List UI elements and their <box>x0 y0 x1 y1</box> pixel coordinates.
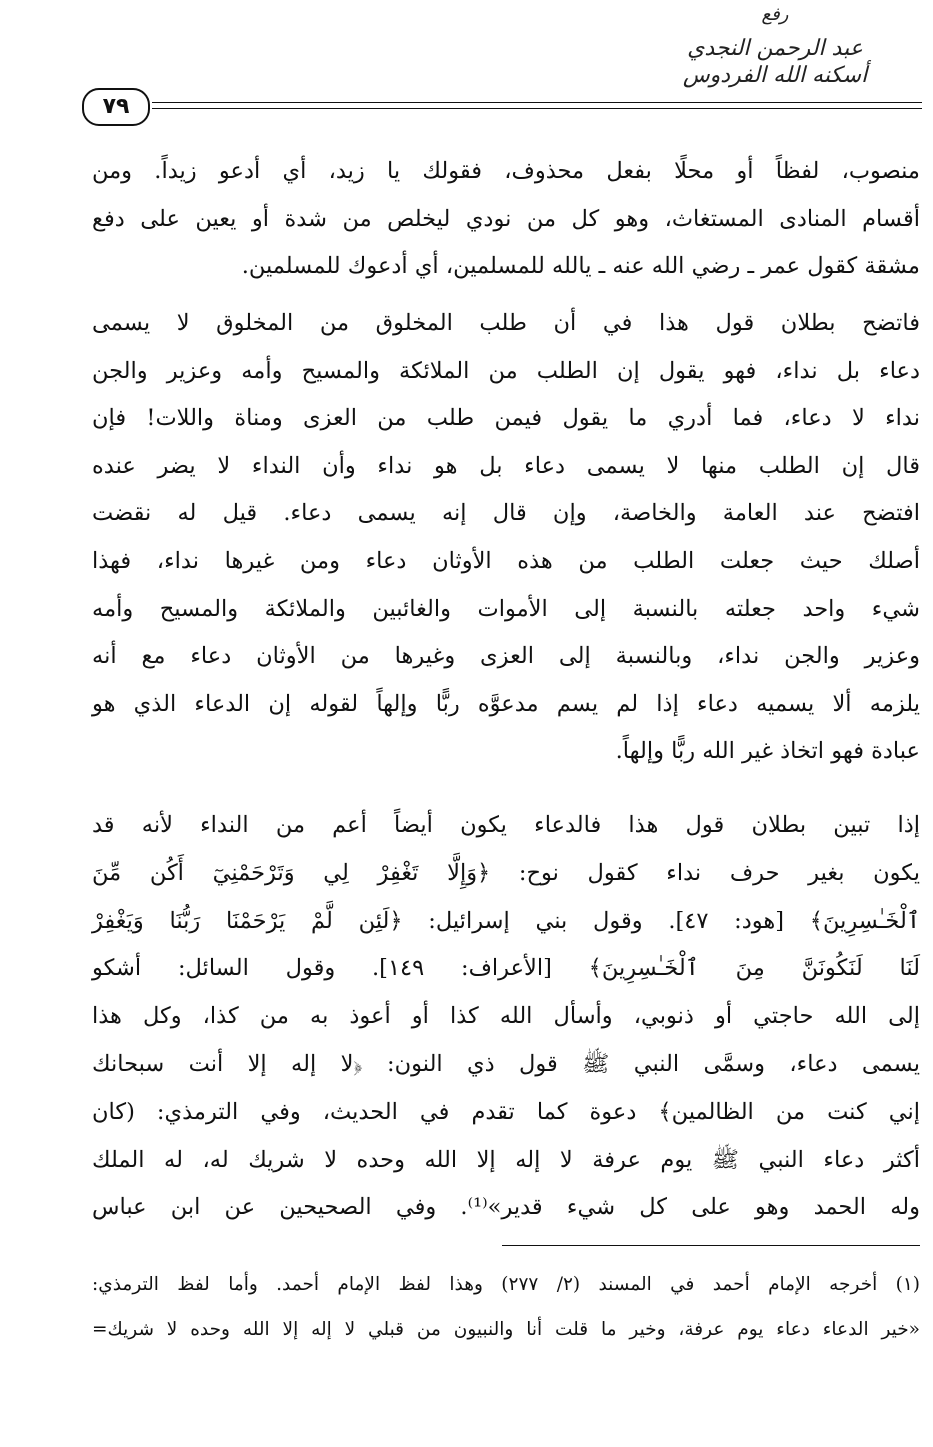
paragraph-line: دعاء بل نداء، فهو يقول إن الطلب من الملائكة والمسيح وأمه وعزير والجن <box>92 357 920 384</box>
owner-stamp <box>625 4 925 90</box>
paragraph-line: إلى الله حاجتي أو ذنوبي، وأسأل الله كذا أو أعوذ به من كذا، وكل هذا <box>92 1003 920 1030</box>
paragraph-line: يلزمه ألا يسميه دعاء إذا لم يسم مدعوَّه ربًّا وإلهاً لقوله إن الدعاء الذي هو <box>92 690 920 717</box>
paragraph-line: إني كنت من الظالمين﴾ دعوة كما تقدم في الحديث، وفي الترمذي: (كان <box>92 1098 920 1125</box>
footnote-separator <box>502 1245 920 1246</box>
stamp-line-1: رفع <box>761 4 789 25</box>
paragraph-3 <box>92 802 920 1232</box>
paragraph-line: أصلك حيث جعلت الطلب من هذه الأوثان دعاء ومن غيرها نداء، فهذا <box>92 547 920 574</box>
footnote-line: (١) أخرجه الإمام أحمد في المسند (٢/ ٢٧٧) وهذا لفظ الإمام أحمد. وأما لفظ الترمذي: <box>92 1274 921 1295</box>
paragraph-line: نداء لا دعاء، فما أدري ما يقول فيمن طلب من العزى ومناة واللات! فإن <box>92 405 920 432</box>
footnote-line: «خير الدعاء دعاء يوم عرفة، وخير ما قلت أنا والنبيون من قبلي لا إله إلا الله وحده لا شريك= <box>92 1319 920 1340</box>
paragraph-line: مشقة كقول عمر ـ رضي الله عنه ـ يالله للمسلمين، أي أدعوك للمسلمين. <box>241 253 920 279</box>
header-rule-thin <box>152 108 922 109</box>
footnotes <box>92 1262 920 1352</box>
stamp-line-3: أسكنه الله الفردوس <box>682 63 868 88</box>
paragraph-line: قال إن الطلب منها لا يسمى دعاء بل هو نداء وأن النداء لا يضر عنده <box>92 452 920 479</box>
paragraph-line: وعزير والجن نداء، وبالنسبة إلى العزى وغيرها من الأوثان دعاء مع أنه <box>92 643 920 670</box>
paragraph-line: منصوب، لفظاً أو محلًا بفعل محذوف، فقولك يا زيد، أي أدعو زيداً. ومن <box>92 158 920 184</box>
stamp-line-2: عبد الرحمن النجدي <box>687 35 863 61</box>
paragraph-line: ٱلْخَـٰسِرِينَ﴾ [هود: ٤٧]. وقول بني إسرائيل: ﴿لَئِن لَّمْ يَرْحَمْنَا رَبُّنَا وَيَغْفِرْ <box>92 907 920 934</box>
paragraph-line: فاتضح بطلان قول هذا في أن طلب المخلوق من المخلوق لا يسمى <box>92 310 920 336</box>
paragraph-line: عبادة فهو اتخاذ غير الله ربًّا وإلهاً. <box>615 738 920 765</box>
paragraph-1 <box>92 148 920 291</box>
paragraph-line: افتضح عند العامة والخاصة، وإن قال إنه يسمى دعاء. قيل له نقضت <box>92 500 920 527</box>
header-rule <box>152 102 922 103</box>
paragraph-line: وله الحمد وهو على كل شيء قدير»⁽¹⁾. وفي الصحيحين عن ابن عباس <box>92 1194 920 1221</box>
paragraph-2 <box>92 300 920 776</box>
paragraph-line: يكون بغير حرف نداء كقول نوح: ﴿وَإِلَّا تَغْفِرْ لِي وَتَرْحَمْنِيٓ أَكُن مِّنَ <box>92 859 920 886</box>
paragraph-line: إذا تبين بطلان قول هذا فالدعاء يكون أيضاً أعم من النداء لأنه قد <box>92 812 920 838</box>
paragraph-line: أقسام المنادى المستغاث، وهو كل من نودي ليخلص من شدة أو يعين على دفع <box>92 205 920 232</box>
paragraph-line: يسمى دعاء، وسمَّى النبي ﷺ قول ذي النون: ﴿لا إله إلا أنت سبحانك <box>92 1050 920 1077</box>
paragraph-line: أكثر دعاء النبي ﷺ يوم عرفة لا إله إلا الله وحده لا شريك له، له الملك <box>92 1146 920 1173</box>
paragraph-line: شيء واحد جعلته بالنسبة إلى الأموات والغائبين والملائكة والمسيح وأمه <box>92 595 920 622</box>
paragraph-line: لَنَا لَنَكُونَنَّ مِنَ ٱلْخَـٰسِرِينَ﴾ [الأعراف: ١٤٩]. وقول السائل: أشكو <box>92 955 920 982</box>
page-number-badge: ٧٩ <box>82 88 150 126</box>
